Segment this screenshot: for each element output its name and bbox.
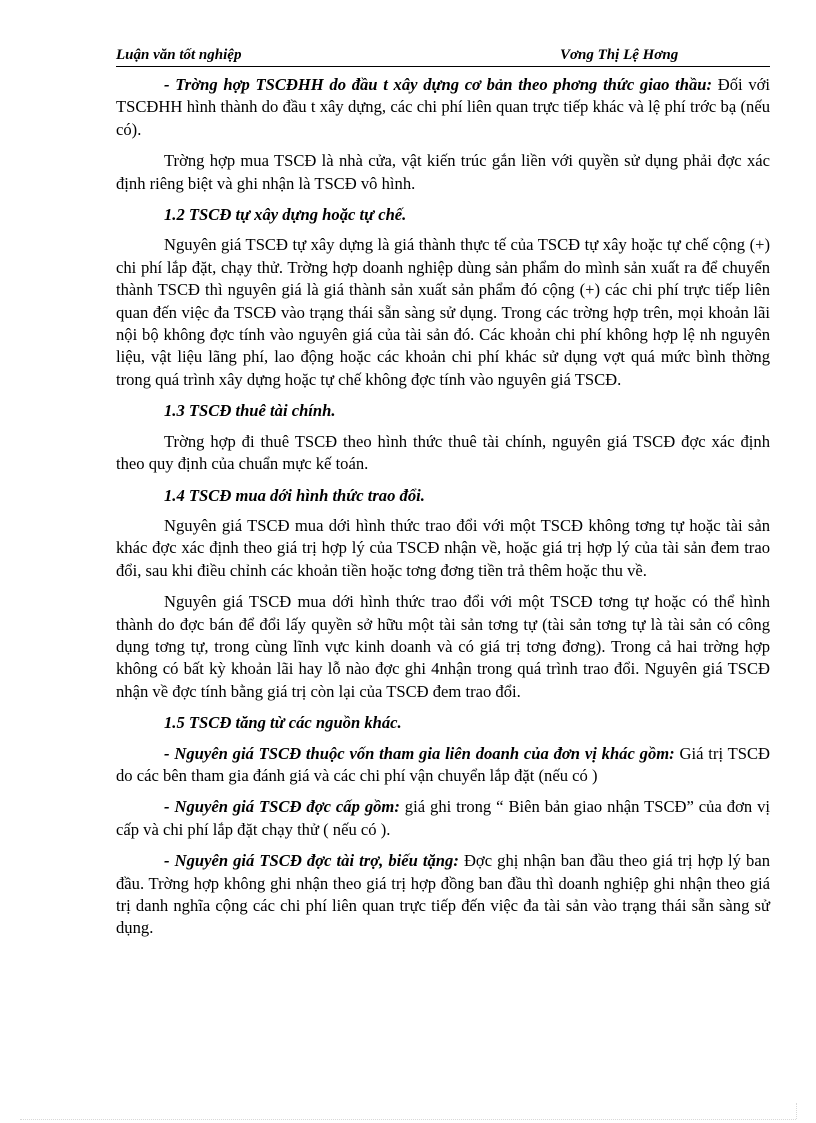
paragraph-joint-venture — [116, 743, 770, 788]
paragraph-exchange-similar — [116, 591, 770, 703]
body-text — [116, 74, 770, 949]
paragraph-finance-lease — [116, 431, 770, 476]
page-header — [116, 44, 770, 67]
paragraph-text: Nguyên giá TSCĐ tự xây dựng là giá thành thực tế của TSCĐ tự xây hoặc tự chế cộng (+) chi phí lắp đặt, chạy thử. Trờng hợp doanh nghiệp dùng sản phẩm do mình sản xuất ra để chuyển thành TSCĐ thì nguyên giá là giá thành sản xuất sản phẩm đó cộng (+) các chi phí trực tiếp liên quan đến việc đa TSCĐ vào trạng thái sẵn sàng sử dụng. Trong các trờng hợp trên, mọi khoản lãi nội bộ không đợc tính vào nguyên giá của tài sản đó. Các khoản chi phí không hợp lệ nh nguyên liệu, vật liệu lãng phí, lao động hoặc các khoản chi phí khác sử dụng vợt quá mức bình thờng trong quá trình xây dựng hoặc tự chế không đợc tính vào nguyên giá TSCĐ. — [116, 235, 770, 389]
paragraph-lead: - Nguyên giá TSCĐ thuộc vốn tham gia liên doanh của đơn vị khác gồm: — [164, 743, 675, 763]
paragraph-text: giá ghi trong “ Biên bản giao nhận TSCĐ” của đơn vị cấp và chi phí lắp đặt chạy thử ( nếu có ). — [116, 797, 771, 839]
header-author: Vơng Thị Lệ Hơng — [560, 47, 679, 63]
section-heading-1-2: 1.2 TSCĐ tự xây dựng hoặc tự chế. — [164, 205, 407, 225]
paragraph-text: Đợc ghị nhận ban đầu theo giá trị hợp lý ban đầu. Trờng hợp không ghi nhận theo giá trị hợp đồng ban đầu thì doanh nghiệp ghi nhận theo giá trị danh nghĩa cộng các chi phí liên quan trực tiếp đến việc đa tài sản vào trạng thái sẵn sàng sử dụng. — [116, 851, 770, 938]
paragraph-self-built — [116, 234, 770, 391]
section-heading-1-3: 1.3 TSCĐ thuê tài chính. — [164, 401, 336, 421]
paragraph-donated — [116, 850, 770, 940]
page-border-corner — [796, 1103, 797, 1119]
paragraph-lead: - Trờng hợp TSCĐHH do đầu t xây dựng cơ bản theo phơng thức giao thầu: — [164, 75, 713, 94]
paragraph-granted — [116, 796, 770, 841]
section-heading-1-5: 1.5 TSCĐ tăng từ các nguồn khác. — [164, 713, 402, 733]
paragraph-text: Nguyên giá TSCĐ mua dới hình thức trao đổi với một TSCĐ tơng tự hoặc có thể hình thành do đợc bán để đổi lấy quyền sở hữu một tài sản tơng tự (tài sản tơng tự là tài sản có công dụng tơng tự, trong cùng lĩnh vực kinh doanh và có giá trị tơng đơng). Trong cả hai trờng hợp không có bất kỳ khoản lãi hay lỗ nào đợc ghi 4nhận trong quá trình trao đổi. Nguyên giá TSCĐ nhận về đợc tính bằng giá trị còn lại của TSCĐ đem trao đổi. — [116, 592, 770, 701]
paragraph-lead: - Nguyên giá TSCĐ đợc tài trợ, biếu tặng: — [164, 851, 459, 871]
page-border-bottom — [20, 1119, 796, 1120]
paragraph-text: Trờng hợp đi thuê TSCĐ theo hình thức thuê tài chính, nguyên giá TSCĐ đợc xác định theo quy định của chuẩn mực kế toán. — [116, 431, 770, 474]
section-heading-1-4: 1.4 TSCĐ mua dới hình thức trao đổi. — [164, 485, 425, 505]
paragraph-land-rights — [116, 150, 770, 195]
paragraph-text: Giá trị TSCĐ do các bên tham gia đánh giá và các chi phí vận chuyển lắp đặt (nếu có ) — [116, 743, 770, 785]
paragraph-exchange-dissimilar — [116, 515, 770, 582]
paragraph-text: Nguyên giá TSCĐ mua dới hình thức trao đổi với một TSCĐ không tơng tự hoặc tài sản khác đợc xác định theo giá trị hợp lý của TSCĐ nhận về, hoặc giá trị hợp lý của tài sản đem trao đổi, sau khi điều chỉnh các khoản tiền hoặc tơng đơng tiền trả thêm hoặc thu về. — [116, 515, 770, 580]
paragraph-text: Đối với TSCĐHH hình thành do đầu t xây dựng, các chi phí liên quan trực tiếp khác và lệ phí trớc bạ (nếu có). — [116, 75, 770, 139]
paragraph-lead: - Nguyên giá TSCĐ đợc cấp gồm: — [164, 797, 400, 817]
header-title: Luận văn tốt nghiệp — [116, 47, 242, 63]
paragraph-text: Trờng hợp mua TSCĐ là nhà cửa, vật kiến trúc gắn liền với quyền sử dụng phải đợc xác định riêng biệt và ghi nhận là TSCĐ vô hình. — [116, 151, 770, 193]
paragraph-bot-construction — [116, 74, 770, 141]
